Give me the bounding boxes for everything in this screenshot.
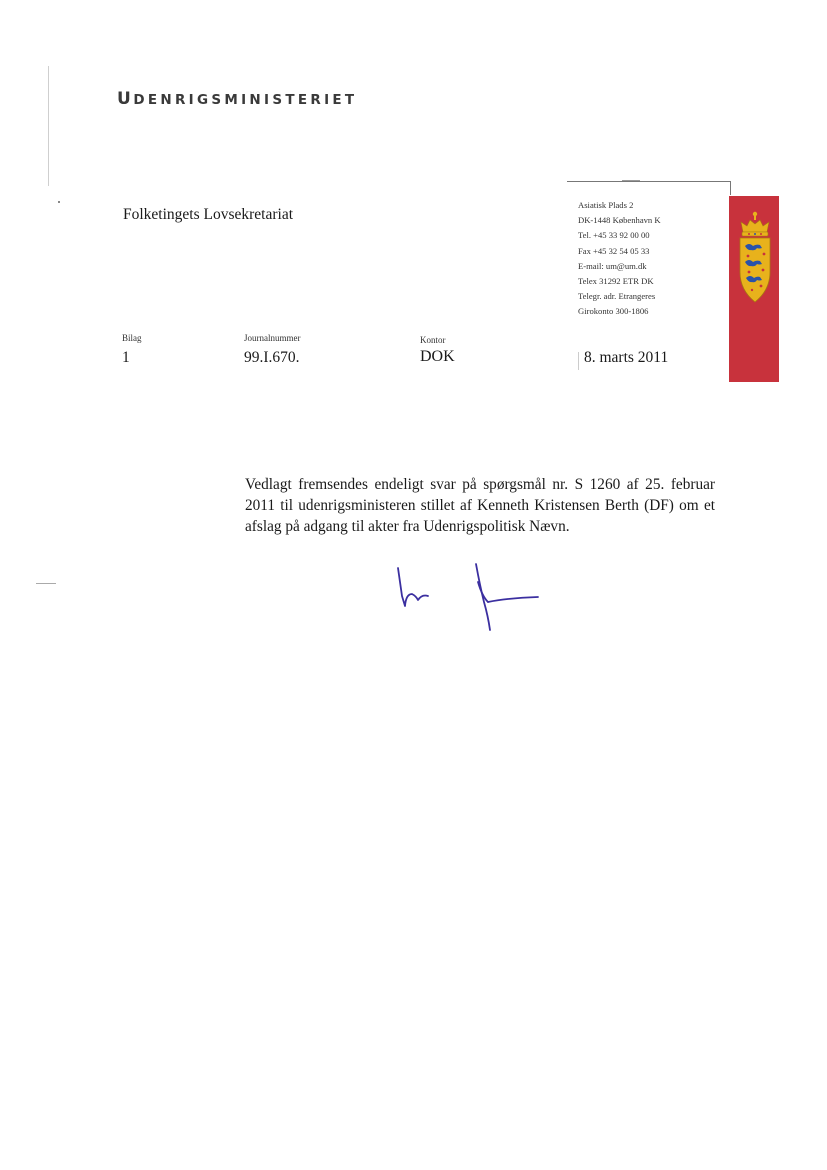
letter-date: 8. marts 2011 — [584, 349, 669, 366]
address-line: Telegr. adr. Etrangeres — [578, 291, 656, 302]
journal-value: 99.I.670. — [244, 349, 300, 366]
ministry-logo — [117, 89, 357, 109]
crown-icon — [741, 212, 769, 236]
address-line: Fax +45 32 54 05 33 — [578, 245, 650, 256]
address-line: Asiatisk Plads 2 — [578, 200, 634, 210]
ministry-logo-initial: U — [117, 89, 134, 109]
kontor-label: Kontor — [420, 335, 446, 345]
address-line: Girokonto 300-1806 — [578, 306, 649, 317]
date-tick — [578, 352, 579, 370]
signature-icon — [388, 556, 548, 636]
bilag-field — [122, 333, 142, 367]
address-line: Telex 31292 ETR DK — [578, 276, 654, 287]
address-line: E-mail: um@um.dk — [578, 260, 647, 271]
sender-address-block — [578, 198, 661, 320]
kontor-field — [420, 333, 455, 366]
fold-mark — [36, 583, 56, 584]
journal-label: Journalnummer — [244, 333, 301, 343]
letter-body: Vedlagt fremsendes endeligt svar på spørgsmål nr. S 1260 af 25. februar 2011 til udenrigsministeren stillet af Kenneth Kristensen Berth (DF) om et afslag på adgang til akter fra Udenrigspolitisk Nævn. — [245, 476, 715, 535]
bilag-value: 1 — [122, 349, 130, 366]
margin-dot — [58, 201, 60, 203]
bilag-label: Bilag — [122, 333, 142, 343]
address-line: DK-1448 København K — [578, 215, 661, 226]
address-line: Tel. +45 33 92 00 00 — [578, 230, 650, 241]
coat-of-arms-icon — [737, 210, 773, 308]
shield-icon — [740, 238, 770, 302]
address-rule-end — [730, 181, 731, 195]
kontor-value: DOK — [420, 348, 455, 365]
margin-rule — [48, 66, 49, 186]
address-rule — [567, 181, 731, 182]
ministry-logo-rest: DENRIGSMINISTERIET — [133, 92, 358, 108]
recipient-name: Folketingets Lovsekretariat — [123, 206, 294, 223]
journal-field — [244, 333, 301, 367]
